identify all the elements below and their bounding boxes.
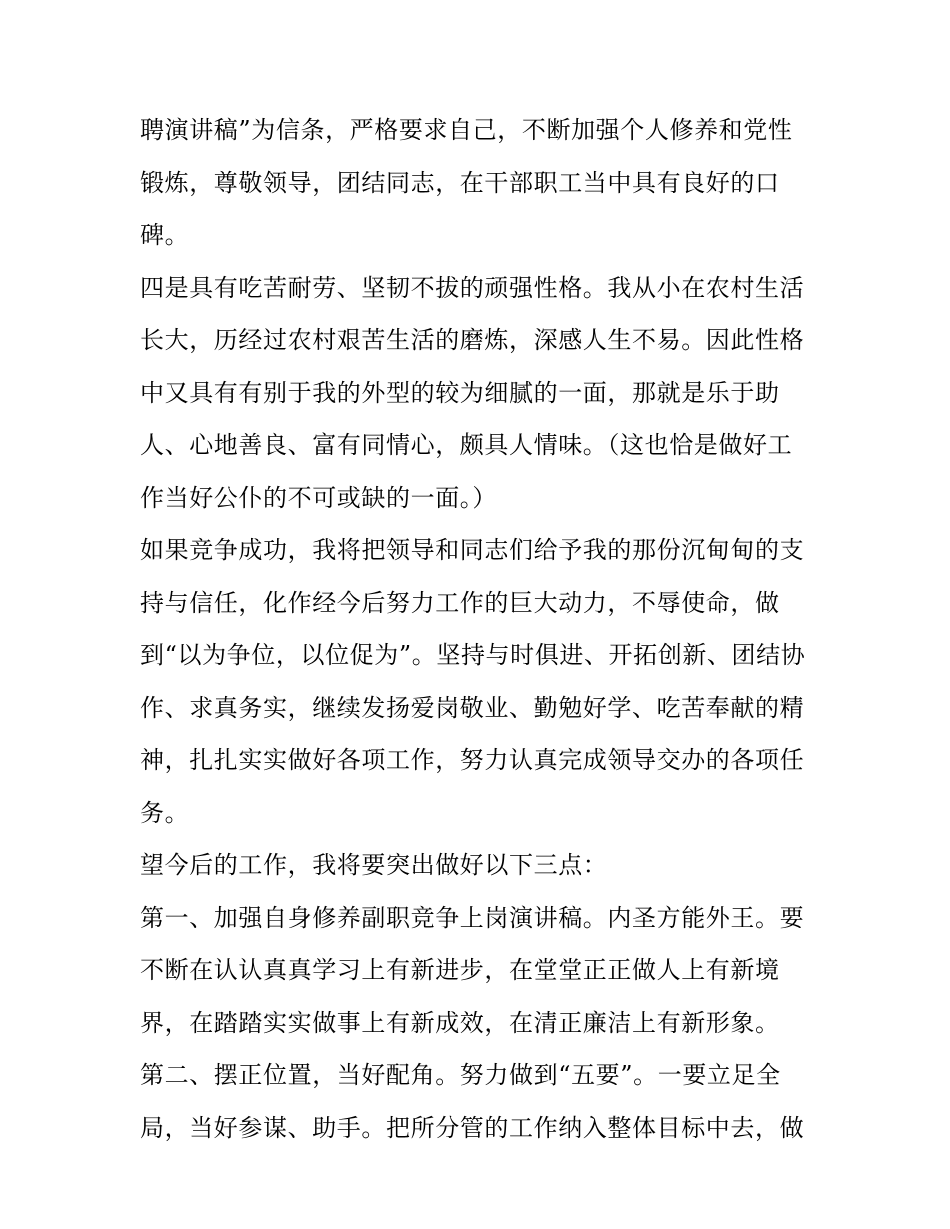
text-line: 神，扎扎实实做好各项工作，努力认真完成领导交办的各项任 bbox=[140, 746, 805, 774]
text-line: 界，在踏踏实实做事上有新成效，在清正廉洁上有新形象。 bbox=[140, 1008, 780, 1037]
text-line: 作、求真务实，继续发扬爱岗敬业、勤勉好学、吃苦奉献的精 bbox=[140, 693, 805, 722]
text-line: 望今后的工作，我将要突出做好以下三点： bbox=[140, 851, 608, 879]
text-line: 务。 bbox=[140, 798, 190, 827]
text-line: 局，当好参谋、助手。把所分管的工作纳入整体目标中去，做 bbox=[140, 1113, 805, 1142]
text-line: 第一、加强自身修养副职竞争上岗演讲稿。内圣方能外王。要 bbox=[140, 903, 805, 932]
body-text bbox=[140, 104, 820, 1154]
text-line: 如果竞争成功，我将把领导和同志们给予我的那份沉甸甸的支 bbox=[140, 536, 805, 564]
text-line: 作当好公仆的不可或缺的一面。） bbox=[140, 483, 497, 512]
text-line: 聘演讲稿”为信条，严格要求自己，不断加强个人修养和党性 bbox=[140, 116, 793, 144]
text-line: 持与信任，化作经今后努力工作的巨大动力，不辱使命，做 bbox=[140, 588, 780, 617]
text-line: 不断在认认真真学习上有新进步，在堂堂正正做人上有新境 bbox=[140, 956, 780, 984]
text-line: 到“以为争位，以位促为”。坚持与时俱进、开拓创新、团结协 bbox=[140, 641, 806, 669]
text-line: 第二、摆正位置，当好配角。努力做到“五要”。一要立足全 bbox=[140, 1061, 781, 1089]
text-line: 锻炼，尊敬领导，团结同志，在干部职工当中具有良好的口 bbox=[140, 168, 780, 197]
text-line: 四是具有吃苦耐劳、坚韧不拔的顽强性格。我从小在农村生活 bbox=[140, 273, 805, 302]
text-line: 碑。 bbox=[140, 221, 190, 249]
text-line: 人、心地善良、富有同情心，颇具人情味。（这也恰是做好工 bbox=[140, 431, 793, 459]
text-line: 长大，历经过农村艰苦生活的磨炼，深感人生不易。因此性格 bbox=[140, 326, 805, 354]
text-line: 中又具有有别于我的外型的较为细腻的一面，那就是乐于助 bbox=[140, 378, 780, 407]
